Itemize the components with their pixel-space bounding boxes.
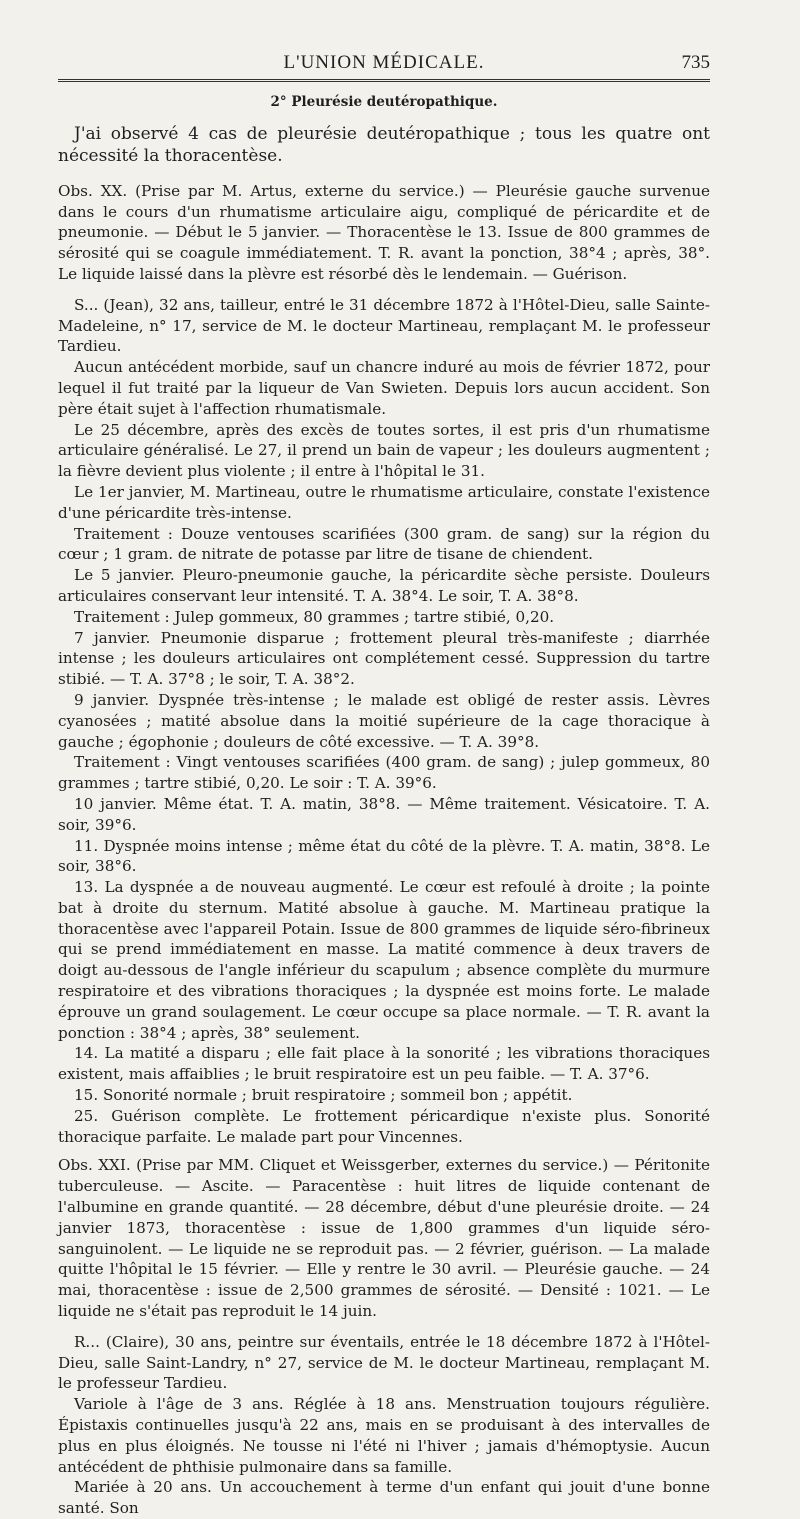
paragraph: 14. La matité a disparu ; elle fait place à la sonorité ; les vibrations thoraciques existent, mais affaiblies ; le bruit respiratoire est un peu faible. — T. A. 37°6. — [58, 1044, 710, 1084]
paragraph: 9 janvier. Dyspnée très-intense ; le malade est obligé de rester assis. Lèvres cyanosées ; matité absolue dans la moitié supérieure de la cage thoracique à gauche ; égophonie ; douleurs de côté excessive. — T. A. 39°8. — [58, 690, 710, 751]
page-number: 735 — [681, 52, 710, 73]
page-body — [58, 92, 710, 1519]
paragraph: S... (Jean), 32 ans, tailleur, entré le 31 décembre 1872 à l'Hôtel-Dieu, salle Sainte-Madeleine, n° 17, service de M. le docteur Martineau, remplaçant M. le professeur Tardieu. — [58, 295, 710, 356]
observation-20-summary: Obs. XX. (Prise par M. Artus, externe du service.) — Pleurésie gauche survenue dans le cours d'un rhumatisme articulaire aigu, compliqué de péricardite et de pneumonie. — Début le 5 janvier. — Thoracentèse le 13. Issue de 800 grammes de sérosité qui se coagule immédiatement. T. R. avant la ponction, 38°4 ; après, 38°. Le liquide laissé dans la plèvre est résorbé dès le lendemain. — Guérison. — [58, 181, 710, 283]
paragraph: Traitement : Julep gommeux, 80 grammes ; tartre stibié, 0,20. — [74, 607, 555, 626]
paragraph: 10 janvier. Même état. T. A. matin, 38°8. — Même traitement. Vésicatoire. T. A. soir, 39°6. — [58, 794, 710, 834]
intro-paragraph: J'ai observé 4 cas de pleurésie deutéropathique ; tous les quatre ont nécessité la thoracentèse. — [58, 123, 710, 166]
paragraph: Aucun antécédent morbide, sauf un chancre induré au mois de février 1872, pour lequel il fut traité par la liqueur de Van Swieten. Depuis lors aucun accident. Son père était sujet à l'affection rhumatismale. — [58, 358, 710, 418]
paragraph: 11. Dyspnée moins intense ; même état du côté de la plèvre. T. A. matin, 38°8. Le soir, 38°6. — [58, 836, 710, 876]
observation-21-summary: Obs. XXI. (Prise par MM. Cliquet et Weissgerber, externes du service.) — Péritonite tuberculeuse. — Ascite. — Paracentèse : huit litres de liquide contenant de l'albumine en grande quantité. — 28 décembre, début d'une pleurésie droite. — 24 janvier 1873, thoracentèse : issue de 1,800 grammes d'un liquide séro-sanguinolent. — Le liquide ne se reproduit pas. — 2 février, guérison. — La malade quitte l'hôpital le 15 février. — Elle y rentre le 30 avril. — Pleurésie gauche. — 24 mai, thoracentèse : issue de 2,500 grammes de sérosité. — Densité : 1021. — Le liquide ne s'était pas reproduit le 14 juin. — [58, 1156, 710, 1321]
running-title: L'UNION MÉDICALE. — [283, 52, 485, 73]
paragraph: 25. Guérison complète. Le frottement péricardique n'existe plus. Sonorité thoracique parfaite. Le malade part pour Vincennes. — [58, 1106, 710, 1146]
paragraph: 13. La dyspnée a de nouveau augmenté. Le cœur est refoulé à droite ; la pointe bat à droite du sternum. Matité absolue à gauche. M. Martineau pratique la thoracentèse avec l'appareil Potain. Issue de 800 grammes de liquide séro-fibrineux qui se prend immédiatement en masse. La matité commence à deux travers de doigt au-dessous de l'angle inférieur du scapulum ; absence complète du murmure respiratoire et des vibrations thoraciques ; la dyspnée est moins forte. Le malade éprouve un grand soulagement. Le cœur occupe sa place normale. — T. R. avant la ponction : 38°4 ; après, 38° seulement. — [58, 878, 710, 1042]
paragraph: Traitement : Douze ventouses scarifiées (300 gram. de sang) sur la région du cœur ; 1 gram. de nitrate de potasse par litre de tisane de chiendent. — [58, 524, 710, 564]
paragraph: Le 1er janvier, M. Martineau, outre le rhumatisme articulaire, constate l'existence d'une péricardite très-intense. — [58, 482, 710, 522]
paragraph: Traitement : Vingt ventouses scarifiées (400 gram. de sang) ; julep gommeux, 80 grammes ; tartre stibié, 0,20. Le soir : T. A. 39°6. — [58, 753, 710, 793]
page-header — [58, 40, 710, 74]
paragraph: Le 5 janvier. Pleuro-pneumonie gauche, la péricardite sèche persiste. Douleurs articulaires conservant leur intensité. T. A. 38°4. Le soir, T. A. 38°8. — [58, 566, 710, 605]
header-rule — [58, 79, 710, 82]
paragraph: 15. Sonorité normale ; bruit respiratoire ; sommeil bon ; appétit. — [74, 1086, 573, 1105]
paragraph: 7 janvier. Pneumonie disparue ; frottement pleural très-manifeste ; diarrhée intense ; les douleurs articulaires ont complétement cessé. Suppression du tartre stibié. — T. A. 37°8 ; le soir, T. A. 38°2. — [58, 628, 710, 689]
paragraph: Mariée à 20 ans. Un accouchement à terme d'un enfant qui jouit d'une bonne santé. Son — [58, 1478, 710, 1518]
paragraph: Le 25 décembre, après des excès de toutes sortes, il est pris d'un rhumatisme articulaire généralisé. Le 27, il prend un bain de vapeur ; les douleurs augmentent ; la fièvre devient plus violente ; il entre à l'hôpital le 31. — [58, 420, 710, 481]
paragraph: R... (Claire), 30 ans, peintre sur éventails, entrée le 18 décembre 1872 à l'Hôtel-Dieu, salle Saint-Landry, n° 27, service de M. le docteur Martineau, remplaçant M. le professeur Tardieu. — [58, 1332, 710, 1393]
paragraph: Variole à l'âge de 3 ans. Réglée à 18 ans. Menstruation toujours régulière. Épistaxis continuelles jusqu'à 22 ans, mais en se produisant à des intervalles de plus en plus éloignés. Ne tousse ni l'été ni l'hiver ; jamais d'hémoptysie. Aucun antécédent de phthisie pulmonaire dans sa famille. — [58, 1395, 710, 1476]
section-heading: 2° Pleurésie deutéropathique. — [270, 94, 498, 110]
